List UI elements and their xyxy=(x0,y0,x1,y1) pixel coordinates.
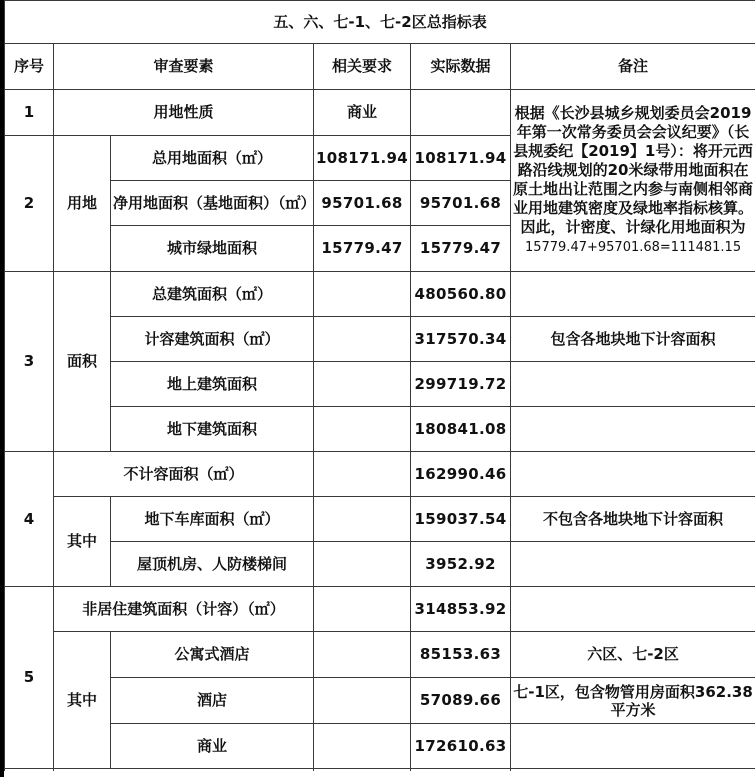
header-seq: 序号 xyxy=(5,44,54,90)
row3b-requirement xyxy=(314,317,411,362)
row2b-item: 净用地面积（基地面积）（㎡） xyxy=(111,181,314,226)
row3c-item: 地上建筑面积 xyxy=(111,362,314,407)
row4b-note xyxy=(511,542,755,587)
row4-main-actual: 162990.46 xyxy=(411,452,511,497)
row3c-requirement xyxy=(314,362,411,407)
row3a-item: 总建筑面积（㎡） xyxy=(111,272,314,317)
row3d-note xyxy=(511,407,755,452)
row2a-item: 总用地面积（㎡） xyxy=(111,136,314,181)
row2c-actual: 15779.47 xyxy=(411,226,511,272)
table-row-3d xyxy=(5,407,755,452)
table-row-5-main xyxy=(5,587,755,632)
row2a-actual: 108171.94 xyxy=(411,136,511,181)
row3c-actual: 299719.72 xyxy=(411,362,511,407)
row1-item: 用地性质 xyxy=(54,90,314,136)
row4a-item: 地下车库面积（㎡） xyxy=(111,497,314,542)
row5-main-note xyxy=(511,587,755,632)
row4a-note: 不包含各地块地下计容面积 xyxy=(511,497,755,542)
row5-group: 其中 xyxy=(54,632,111,769)
row2-note xyxy=(511,90,755,272)
table-row-3b xyxy=(5,317,755,362)
row3d-requirement xyxy=(314,407,411,452)
row2c-requirement: 15779.47 xyxy=(314,226,411,272)
table-title: 五、六、七-1、七-2区总指标表 xyxy=(5,1,755,44)
row5-main-actual: 314853.92 xyxy=(411,587,511,632)
row4b-actual: 3952.92 xyxy=(411,542,511,587)
row5a-actual: 85153.63 xyxy=(411,632,511,678)
row5c-requirement xyxy=(314,724,411,769)
row2a-requirement: 108171.94 xyxy=(314,136,411,181)
row3d-item: 地下建筑面积 xyxy=(111,407,314,452)
row5b-requirement xyxy=(314,678,411,724)
row2b-actual: 95701.68 xyxy=(411,181,511,226)
header-item: 审查要素 xyxy=(54,44,314,90)
row2-note-formula: 15779.47+95701.68=111481.15 xyxy=(524,240,742,255)
header-actual: 实际数据 xyxy=(411,44,511,90)
row2-seq: 2 xyxy=(5,136,54,272)
table-row-3c xyxy=(5,362,755,407)
row5a-item: 公寓式酒店 xyxy=(111,632,314,678)
table-row-5a xyxy=(5,632,755,678)
row5c-item: 商业 xyxy=(111,724,314,769)
table-row-5b xyxy=(5,678,755,724)
row5c-actual: 172610.63 xyxy=(411,724,511,769)
row4-group: 其中 xyxy=(54,497,111,587)
header-note: 备注 xyxy=(511,44,755,90)
row3c-note xyxy=(511,362,755,407)
row1-actual xyxy=(411,90,511,136)
indicator-table xyxy=(4,0,755,771)
row4-seq: 4 xyxy=(5,452,54,587)
table-row-1 xyxy=(5,90,755,136)
row4b-requirement xyxy=(314,542,411,587)
row4a-actual: 159037.54 xyxy=(411,497,511,542)
row3a-requirement xyxy=(314,272,411,317)
row3d-actual: 180841.08 xyxy=(411,407,511,452)
tail-cell xyxy=(511,769,755,772)
row2-note-text: 根据《长沙县城乡规划委员会2019年第一次常务委员会会议纪要》（长县规委纪【2019】1号）：将开元西路沿线规划的20米绿带用地面积在原土地出让范围之内参与南侧相邻商业用地建筑密度及绿地率指标核算。因此，计密度、计绿化用地面积为 xyxy=(513,104,754,236)
row5a-note: 六区、七-2区 xyxy=(511,632,755,678)
tail-cell xyxy=(411,769,511,772)
table-row-3a xyxy=(5,272,755,317)
row3b-actual: 317570.34 xyxy=(411,317,511,362)
table-row-4a xyxy=(5,497,755,542)
row1-requirement: 商业 xyxy=(314,90,411,136)
row4-main-item: 不计容面积（㎡） xyxy=(54,452,314,497)
row3b-item: 计容建筑面积（㎡） xyxy=(111,317,314,362)
row5a-requirement xyxy=(314,632,411,678)
tail-cell xyxy=(314,769,411,772)
row5b-item: 酒店 xyxy=(111,678,314,724)
header-row xyxy=(5,44,755,90)
table-row-4b xyxy=(5,542,755,587)
row2c-item: 城市绿地面积 xyxy=(111,226,314,272)
row5-main-item: 非居住建筑面积（计容）（㎡） xyxy=(54,587,314,632)
title-row xyxy=(5,1,755,44)
header-requirement: 相关要求 xyxy=(314,44,411,90)
row4-main-note xyxy=(511,452,755,497)
row2-group: 用地 xyxy=(54,136,111,272)
row3-group: 面积 xyxy=(54,272,111,452)
row5b-note: 七-1区，包含物管用房面积362.38平方米 xyxy=(511,678,755,724)
row3-seq: 3 xyxy=(5,272,54,452)
table-row-5c xyxy=(5,724,755,769)
row1-seq: 1 xyxy=(5,90,54,136)
row5c-note xyxy=(511,724,755,769)
tail-cell xyxy=(5,769,54,772)
row5b-actual: 57089.66 xyxy=(411,678,511,724)
row4-main-requirement xyxy=(314,452,411,497)
table-row-4-main xyxy=(5,452,755,497)
row3b-note: 包含各地块地下计容面积 xyxy=(511,317,755,362)
row5-main-requirement xyxy=(314,587,411,632)
row2b-requirement: 95701.68 xyxy=(314,181,411,226)
row4b-item: 屋顶机房、人防楼梯间 xyxy=(111,542,314,587)
row4a-requirement xyxy=(314,497,411,542)
tail-cell xyxy=(54,769,314,772)
row5-seq: 5 xyxy=(5,587,54,769)
row3a-actual: 480560.80 xyxy=(411,272,511,317)
row3a-note xyxy=(511,272,755,317)
table-continuation-row xyxy=(5,769,755,772)
